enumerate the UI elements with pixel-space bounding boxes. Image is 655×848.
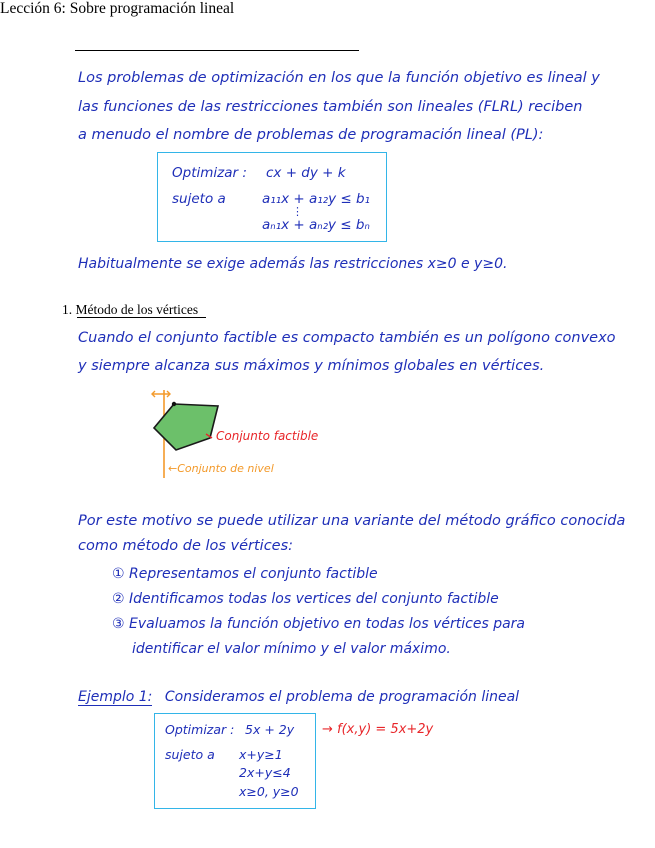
example-heading [78,689,519,705]
example-label: Ejemplo 1: [78,689,153,705]
example-lp-box [154,713,316,809]
step-1: ① Representamos el conjunto factible [112,566,378,582]
feasible-set-label: Conjunto factible [216,429,319,443]
example-optimizar-label: Optimizar : [165,722,235,737]
example-sujeto-label: sujeto a [165,747,215,762]
objective-function: cx + dy + k [266,165,346,181]
method-line-2: como método de los vértices: [78,538,294,554]
vertex [172,402,176,406]
feasible-set-figure [140,386,340,485]
optimizar-label: Optimizar : [172,165,247,181]
step-3: ③ Evaluamos la función objetivo en todas los vértices para [112,616,525,632]
lp-general-form-box [157,152,387,242]
page-title: Lección 6: Sobre programación lineal [0,0,235,17]
constraint-last: aₙ₁x + aₙ₂y ≤ bₙ [262,217,370,233]
sujeto-label: sujeto a [172,191,226,207]
title-underline [75,50,359,51]
example-constraint-1: x+y≥1 [239,747,283,762]
step-2: ② Identificamos todas los vertices del conjunto factible [112,591,499,607]
section-line-1: Cuando el conjunto factible es compacto también es un polígono convexo [78,330,616,346]
constraint-dots: ⋮ [292,205,303,218]
intro-line-2: las funciones de las restricciones también son lineales (FLRL) reciben [78,99,583,115]
constraint-first: a₁₁x + a₁₂y ≤ b₁ [262,191,370,207]
example-text: Consideramos el problema de programación lineal [164,689,520,705]
section-underline [77,317,206,318]
level-set-label: ←Conjunto de nivel [168,462,274,475]
intro-line-3: a menudo el nombre de problemas de programación lineal (PL): [78,127,544,143]
section-line-2: y siempre alcanza sus máximos y mínimos globales en vértices. [78,358,545,374]
method-line-1: Por este motivo se puede utilizar una variante del método gráfico conocida [78,513,626,529]
section-title: 1. Método de los vértices [62,302,199,317]
habitual-note: Habitualmente se exige además las restricciones x≥0 e y≥0. [78,256,508,272]
example-constraint-3: x≥0, y≥0 [239,784,299,799]
step-3-continued: identificar el valor mínimo y el valor máximo. [132,641,451,657]
objective-function-note: → f(x,y) = 5x+2y [322,722,434,737]
intro-line-1: Los problemas de optimización en los que la función objetivo es lineal y [78,70,600,86]
example-objective: 5x + 2y [245,722,295,737]
example-constraint-2: 2x+y≤4 [239,765,291,780]
